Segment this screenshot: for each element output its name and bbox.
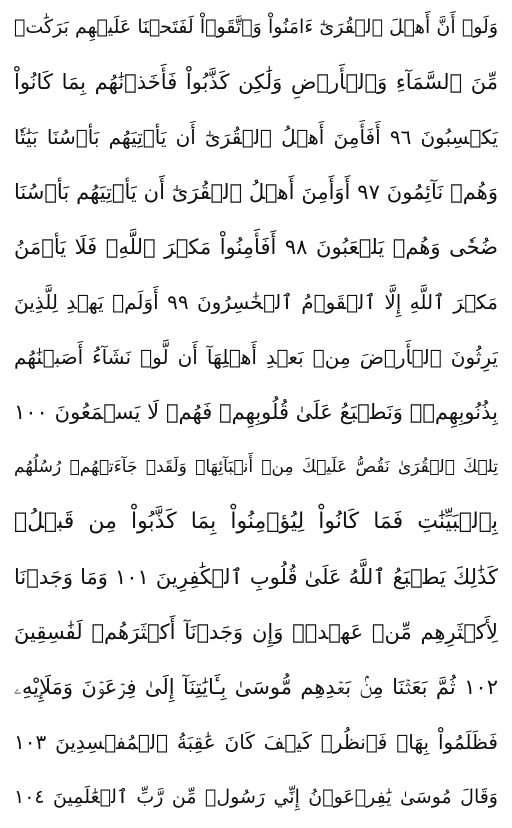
verse-line: ضُحٗى وَهُمۡ يَلۡعَبُونَ ٩٨ أَفَأَمِنُواْ مَكۡرَ ٱللَّهِۚ فَلَا يَأۡمَنُ bbox=[14, 235, 498, 259]
verse-line: لِأَكۡثَرِهِم مِّنۡ عَهۡدٖۖ وَإِن وَجَدۡنَآ أَكۡثَرَهُمۡ لَفَٰسِقِينَ bbox=[14, 620, 498, 644]
verse-line: مِّنَ ٱلسَّمَآءِ وَٱلۡأَرۡضِ وَلَٰكِن كَذَّبُواْ فَأَخَذۡنَٰهُم بِمَا كَانُواْ bbox=[14, 70, 498, 94]
verse-line: يَرِثُونَ ٱلۡأَرۡضَ مِنۢ بَعۡدِ أَهۡلِهَآ أَن لَّوۡ نَشَآءُ أَصَبۡنَٰهُم bbox=[14, 345, 498, 369]
verse-line: وَلَوۡ أَنَّ أَهۡلَ ٱلۡقُرَىٰٓ ءَامَنُواْ وَٱتَّقَوۡاْ لَفَتَحۡنَا عَلَيۡهِم بَرَكَٰتٖ bbox=[14, 16, 498, 38]
verse-line: فَظَلَمُواْ بِهَاۖ فَٱنظُرۡ كَيۡفَ كَانَ عَٰقِبَةُ ٱلۡمُفۡسِدِينَ ١٠٣ bbox=[14, 730, 498, 754]
verse-line: تِلۡكَ ٱلۡقُرَىٰ نَقُصُّ عَلَيۡكَ مِنۡ أَنۢبَآئِهَاۚ وَلَقَدۡ جَآءَتۡهُمۡ رُسُلُهُم bbox=[14, 457, 498, 477]
verse-line: بِذُنُوبِهِمۡۚ وَنَطۡبَعُ عَلَىٰ قُلُوبِهِمۡ فَهُمۡ لَا يَسۡمَعُونَ ١٠٠ bbox=[14, 400, 498, 424]
verse-line: مَكۡرَ ٱللَّهِ إِلَّا ٱلۡقَوۡمُ ٱلۡخَٰسِرُونَ ٩٩ أَوَلَمۡ يَهۡدِ لِلَّذِينَ bbox=[14, 290, 498, 314]
verse-line: وَقَالَ مُوسَىٰ يَٰفِرۡعَوۡنُ إِنِّي رَسُولٞ مِّن رَّبِّ ٱلۡعَٰلَمِينَ ١٠٤ bbox=[14, 786, 498, 808]
verse-line: ١٠٢ ثُمَّ بَعَثۡنَا مِنۢ بَعۡدِهِم مُّوسَىٰ بِـَٔايَٰتِنَآ إِلَىٰ فِرۡعَوۡنَ وَمَلَإِيْهِۦ bbox=[14, 675, 498, 699]
verse-line: وَهُمۡ نَآئِمُونَ ٩٧ أَوَأَمِنَ أَهۡلُ ٱلۡقُرَىٰٓ أَن يَأۡتِيَهُم بَأۡسُنَا bbox=[14, 180, 498, 204]
verse-line: بِٱلۡبَيِّنَٰتِ فَمَا كَانُواْ لِيُؤۡمِنُواْ بِمَا كَذَّبُواْ مِن قَبۡلُۚ bbox=[14, 509, 498, 534]
verse-line: كَذَٰلِكَ يَطۡبَعُ ٱللَّهُ عَلَىٰ قُلُوبِ ٱلۡكَٰفِرِينَ ١٠١ وَمَا وَجَدۡنَا bbox=[14, 565, 498, 589]
verse-line: يَكۡسِبُونَ ٩٦ أَفَأَمِنَ أَهۡلُ ٱلۡقُرَىٰٓ أَن يَأۡتِيَهُم بَأۡسُنَا بَيَٰتٗا bbox=[14, 125, 498, 149]
